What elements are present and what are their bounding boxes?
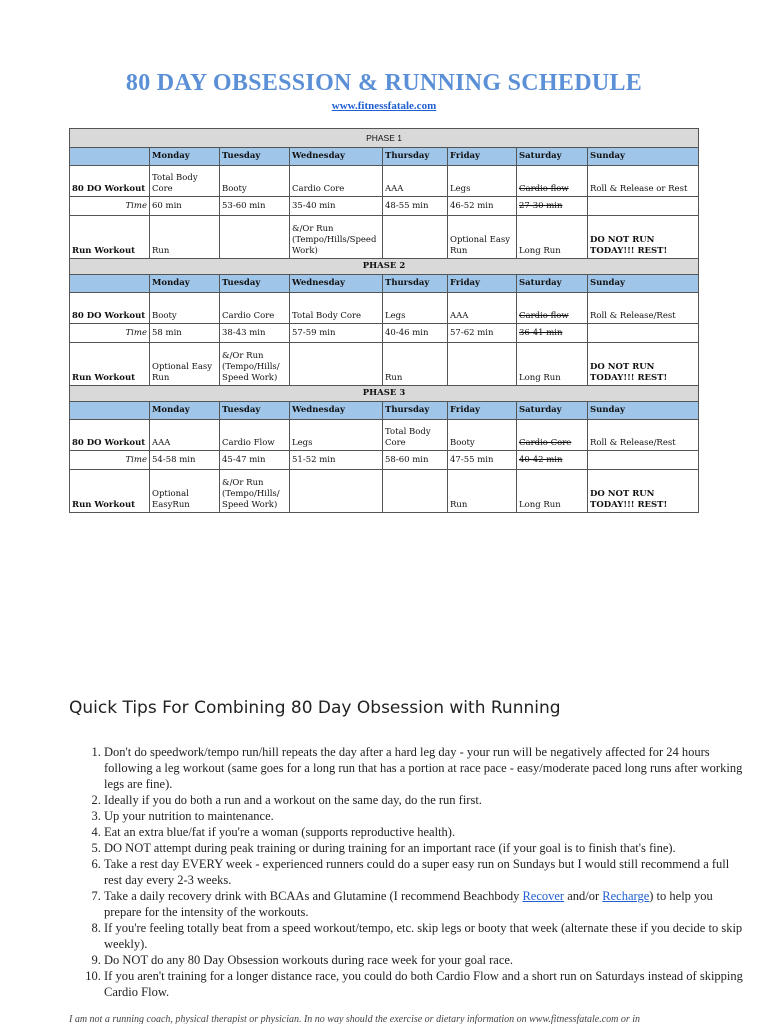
workout-row xyxy=(70,166,699,197)
time-cell: 54-58 min xyxy=(150,451,220,470)
phase-header-row xyxy=(70,259,699,275)
day-header: Wednesday xyxy=(290,275,383,293)
run-cell: Optional Easy Run xyxy=(150,343,220,386)
days-header-row xyxy=(70,402,699,420)
time-cell: 35-40 min xyxy=(290,197,383,216)
time-cell xyxy=(588,451,699,470)
workout-cell: AAA xyxy=(383,166,448,197)
run-label: Run Workout xyxy=(70,470,150,513)
workout-cell: Roll & Release/Rest xyxy=(588,420,699,451)
time-cell: 60 min xyxy=(150,197,220,216)
workout-cell: Roll & Release or Rest xyxy=(588,166,699,197)
workout-cell: Total Body Core xyxy=(383,420,448,451)
workout-label: 80 DO Workout xyxy=(70,293,150,324)
workout-cell: Roll & Release/Rest xyxy=(588,293,699,324)
workout-cell: Cardio Core xyxy=(290,166,383,197)
day-header: Sunday xyxy=(588,275,699,293)
day-header: Friday xyxy=(448,148,517,166)
time-cell xyxy=(588,197,699,216)
workout-cell: Booty xyxy=(150,293,220,324)
day-header: Friday xyxy=(448,402,517,420)
day-header: Wednesday xyxy=(290,402,383,420)
day-header: Thursday xyxy=(383,402,448,420)
time-label: Time xyxy=(70,451,150,470)
schedule-table xyxy=(69,128,699,513)
workout-cell: AAA xyxy=(150,420,220,451)
tip-item: 6. Take a rest day EVERY week - experienced runners could do a super easy run on Sundays but I would still recommend a full rest day every 2-3 weeks. xyxy=(104,856,744,888)
run-cell: Long Run xyxy=(517,343,588,386)
tip-text: and/or xyxy=(564,889,603,903)
phase-title: PHASE 2 xyxy=(70,259,699,275)
run-cell: Run xyxy=(150,216,220,259)
tip-text: ) to help you prepare for the intensity of the workouts. xyxy=(104,889,713,919)
day-header: Saturday xyxy=(517,275,588,293)
day-header: Sunday xyxy=(588,402,699,420)
run-row xyxy=(70,343,699,386)
phase-title: PHASE 1 xyxy=(70,129,699,148)
day-header: Monday xyxy=(150,402,220,420)
run-cell xyxy=(290,343,383,386)
header-blank xyxy=(70,275,150,293)
day-header: Wednesday xyxy=(290,148,383,166)
workout-label: 80 DO Workout xyxy=(70,166,150,197)
workout-cell: Cardio Flow xyxy=(220,420,290,451)
workout-row xyxy=(70,420,699,451)
day-header: Saturday xyxy=(517,148,588,166)
day-header: Friday xyxy=(448,275,517,293)
recover-link[interactable]: Recover xyxy=(522,889,565,903)
header-blank xyxy=(70,402,150,420)
time-row xyxy=(70,197,699,216)
day-header: Tuesday xyxy=(220,402,290,420)
day-header: Sunday xyxy=(588,148,699,166)
run-cell: DO NOT RUN TODAY!!! REST! xyxy=(588,216,699,259)
run-cell: DO NOT RUN TODAY!!! REST! xyxy=(588,470,699,513)
day-header: Tuesday xyxy=(220,148,290,166)
workout-cell: Booty xyxy=(448,420,517,451)
run-label: Run Workout xyxy=(70,216,150,259)
time-cell: 40-46 min xyxy=(383,324,448,343)
time-cell: 40-42 min xyxy=(517,451,588,470)
time-label: Time xyxy=(70,197,150,216)
day-header: Saturday xyxy=(517,402,588,420)
time-cell: 53-60 min xyxy=(220,197,290,216)
time-cell: 57-59 min xyxy=(290,324,383,343)
time-cell: 38-43 min xyxy=(220,324,290,343)
workout-cell: Cardio flow xyxy=(517,166,588,197)
workout-cell: AAA xyxy=(448,293,517,324)
workout-cell: Cardio flow xyxy=(517,293,588,324)
day-header: Monday xyxy=(150,275,220,293)
workout-row xyxy=(70,293,699,324)
tip-item: 3. Up your nutrition to maintenance. xyxy=(104,808,744,824)
recharge-link[interactable]: Recharge xyxy=(602,889,650,903)
time-cell: 48-55 min xyxy=(383,197,448,216)
run-row xyxy=(70,216,699,259)
time-cell xyxy=(588,324,699,343)
header-blank xyxy=(70,148,150,166)
workout-cell: Cardio Core xyxy=(517,420,588,451)
run-cell: Optional EasyRun xyxy=(150,470,220,513)
tip-item: 2. Ideally if you do both a run and a workout on the same day, do the run first. xyxy=(104,792,744,808)
day-header: Tuesday xyxy=(220,275,290,293)
time-cell: 58-60 min xyxy=(383,451,448,470)
tip-item: 1. Don't do speedwork/tempo run/hill repeats the day after a hard leg day - your run will be negatively affected for 24 hours following a leg workout (same goes for a long run that has a portion at race pace - easy/moderate paced long runs after working legs are fine). xyxy=(104,744,744,792)
run-cell: Run xyxy=(383,343,448,386)
workout-cell: Cardio Core xyxy=(220,293,290,324)
phase-title: PHASE 3 xyxy=(70,386,699,402)
run-cell xyxy=(383,216,448,259)
workout-cell: Total Body Core xyxy=(150,166,220,197)
run-cell xyxy=(290,470,383,513)
run-cell: DO NOT RUN TODAY!!! REST! xyxy=(588,343,699,386)
day-header: Thursday xyxy=(383,275,448,293)
time-cell: 46-52 min xyxy=(448,197,517,216)
run-cell: &/Or Run (Tempo/Hills/Speed Work) xyxy=(290,216,383,259)
tips-heading: Quick Tips For Combining 80 Day Obsession with Running xyxy=(69,698,561,718)
run-cell: &/Or Run (Tempo/Hills/ Speed Work) xyxy=(220,343,290,386)
workout-cell: Legs xyxy=(290,420,383,451)
run-cell xyxy=(383,470,448,513)
tip-item: 4. Eat an extra blue/fat if you're a woman (supports reproductive health). xyxy=(104,824,744,840)
tip-item: 9. Do NOT do any 80 Day Obsession workouts during race week for your goal race. xyxy=(104,952,744,968)
workout-label: 80 DO Workout xyxy=(70,420,150,451)
page-title: 80 DAY OBSESSION & RUNNING SCHEDULE xyxy=(125,70,643,96)
time-cell: 58 min xyxy=(150,324,220,343)
time-cell: 36-41 min xyxy=(517,324,588,343)
tip-item: 10. If you aren't training for a longer distance race, you could do both Cardio Flow and a short run on Saturdays instead of skipping Cardio Flow. xyxy=(104,968,744,1000)
phase-header-row xyxy=(70,129,699,148)
tip-item: 8. If you're feeling totally beat from a speed workout/tempo, etc. skip legs or booty that week (alternate these if you decide to skip weekly). xyxy=(104,920,744,952)
site-link[interactable]: www.fitnessfatale.com xyxy=(331,100,437,112)
workout-cell: Booty xyxy=(220,166,290,197)
workout-cell: Legs xyxy=(448,166,517,197)
time-cell: 45-47 min xyxy=(220,451,290,470)
time-row xyxy=(70,324,699,343)
days-header-row xyxy=(70,148,699,166)
time-cell: 57-62 min xyxy=(448,324,517,343)
phase-header-row xyxy=(70,386,699,402)
run-cell: Long Run xyxy=(517,470,588,513)
days-header-row xyxy=(70,275,699,293)
run-cell: Run xyxy=(448,470,517,513)
tips-list xyxy=(69,744,744,1000)
run-cell: Long Run xyxy=(517,216,588,259)
workout-cell: Legs xyxy=(383,293,448,324)
run-cell: Optional Easy Run xyxy=(448,216,517,259)
tip-item xyxy=(104,888,744,920)
tip-text: Take a daily recovery drink with BCAAs and Glutamine (I recommend Beachbody xyxy=(104,889,523,903)
tip-item: 5. DO NOT attempt during peak training or during training for an important race (if your goal is to finish that's fine). xyxy=(104,840,744,856)
time-cell: 47-55 min xyxy=(448,451,517,470)
day-header: Thursday xyxy=(383,148,448,166)
run-row xyxy=(70,470,699,513)
time-cell: 27-30 min xyxy=(517,197,588,216)
run-label: Run Workout xyxy=(70,343,150,386)
run-cell: &/Or Run (Tempo/Hills/ Speed Work) xyxy=(220,470,290,513)
time-label: Time xyxy=(70,324,150,343)
run-cell xyxy=(220,216,290,259)
time-cell: 51-52 min xyxy=(290,451,383,470)
disclaimer-footer: I am not a running coach, physical therapist or physician. In no way should the exercise or dietary information on www.fitnessfatale.com or in xyxy=(69,1014,641,1024)
day-header: Monday xyxy=(150,148,220,166)
workout-cell: Total Body Core xyxy=(290,293,383,324)
run-cell xyxy=(448,343,517,386)
time-row xyxy=(70,451,699,470)
